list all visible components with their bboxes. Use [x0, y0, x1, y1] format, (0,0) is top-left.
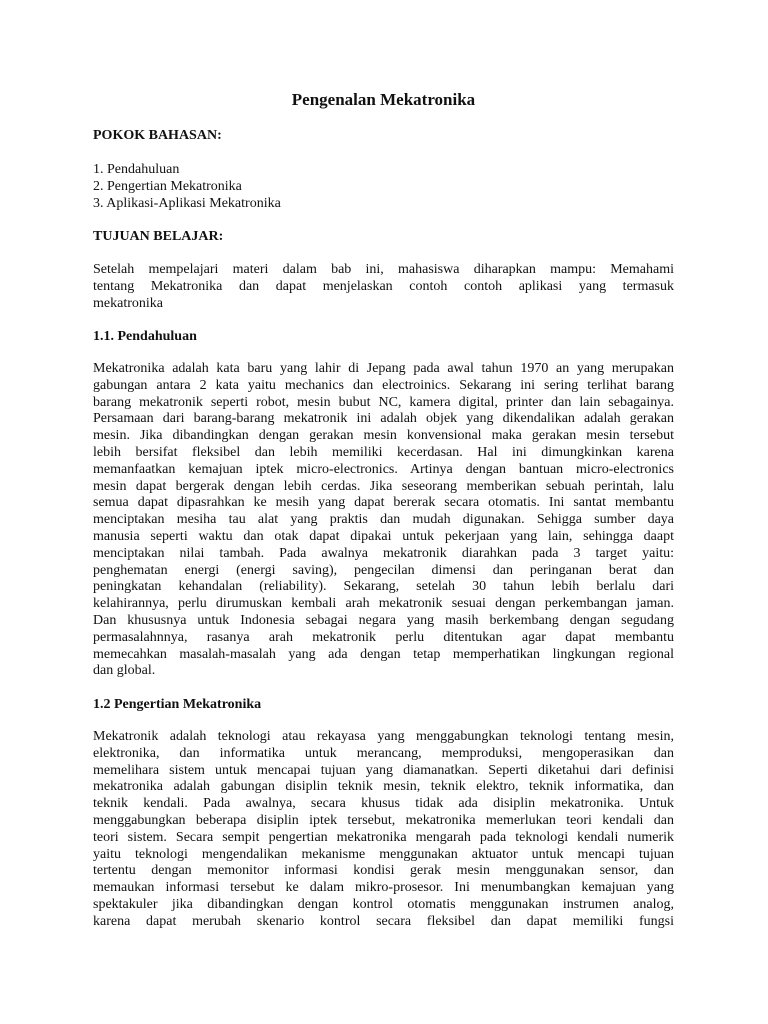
paragraph-line: menggabungkan beberapa disiplin iptek tersebut, mekatronika memerlukan teori kendali dan [93, 812, 674, 828]
paragraph-line: spektakuler jika dibandingkan dengan kontrol otomatis menggunakan instrumen analog, [93, 896, 674, 912]
paragraph-line: memaukan informasi tersebut ke dalam mikro-prosesor. Ini menumbangkan kemajuan yang [93, 880, 674, 896]
tujuan-belajar-heading: TUJUAN BELAJAR: [93, 229, 224, 244]
document-page [93, 0, 674, 1024]
document-title: Pengenalan Mekatronika [291, 90, 476, 109]
section-1-2-heading: 1.2 Pengertian Mekatronika [93, 697, 262, 712]
paragraph-line: memanfaatkan kemajuan iptek micro-electronics. Artinya dengan bantuan micro-electronics [93, 461, 674, 477]
paragraph-line: elektronika, dan informatika untuk merancang, memproduksi, mengoperasikan dan [93, 745, 674, 761]
topic-list [93, 161, 281, 212]
paragraph-line: Mekatronik adalah teknologi atau rekayasa yang menggabungkan teknologi tentang mesin, [93, 729, 674, 744]
paragraph-line: permasalahnnya, rasanya arah mekatronik perlu ditentukan agar dapat membantu [93, 629, 674, 645]
paragraph-line: dan global. [93, 663, 156, 679]
tujuan-belajar-paragraph [93, 262, 674, 312]
paragraph-line: peningkatan kehandalan (reliability). Sekarang, setelah 30 tahun lebih berlalu dari [93, 579, 674, 595]
paragraph-line: tentang Mekatronika dan dapat menjelaskan contoh contoh aplikasi yang termasuk [93, 278, 674, 294]
paragraph-line: karena dapat merubah skenario kontrol secara fleksibel dan dapat memiliki fungsi [93, 913, 674, 929]
paragraph-line: teknik kendali. Pada awalnya, secara khusus tidak ada disiplin mekatronika. Untuk [93, 796, 674, 812]
paragraph-line: tertentu dengan memonitor informasi kondisi gerak mesin menggunakan sensor, dan [93, 863, 674, 879]
paragraph-line: lebih bersifat fleksibel dan lebih memiliki kecerdasan. Hal ini dimungkinkan karena [93, 444, 674, 460]
paragraph-line: Mekatronika adalah kata baru yang lahir di Jepang pada awal tahun 1970 an yang merupakan [93, 361, 674, 376]
paragraph-line: memecahkan masalah-masalah yang ada dengan tetap memperhatikan lingkungan regional [93, 646, 674, 662]
paragraph-line: mesin dapat bergerak dengan lebih cerdas. Jika seseorang memberikan sebuah perintah, lalu [93, 478, 674, 494]
topic-item: 1. Pendahuluan [93, 162, 180, 177]
section-1-2-paragraph [93, 729, 674, 931]
paragraph-line: teori sistem. Secara sempit pengertian mekatronika mengarah pada teknologi kendali numerik [93, 829, 674, 845]
pokok-bahasan-heading: POKOK BAHASAN: [93, 128, 222, 143]
section-1-1-heading: 1.1. Pendahuluan [93, 329, 197, 344]
topic-item: 3. Aplikasi-Aplikasi Mekatronika [93, 196, 281, 211]
paragraph-line: Dan khususnya untuk Indonesia sebagai negara yang masih berkembang dengan segudang [93, 612, 674, 628]
section-1-1-paragraph [93, 361, 674, 680]
paragraph-line: memelihara sistem untuk mencapai tujuan yang diamanatkan. Seperti diketahui dari definisi [93, 762, 674, 778]
paragraph-line: Persamaan dari barang-barang mekatronik ini adalah objek yang dikendalikan adalah gerakan [93, 411, 674, 427]
paragraph-line: mekatronika [93, 295, 163, 311]
paragraph-line: penghematan energi (energi saving), pengecilan dimensi dan peringanan berat dan [93, 562, 674, 578]
paragraph-line: mesin. Jika dibandingkan dengan gerakan mesin konvensional maka gerakan mesin tersebut [93, 428, 674, 444]
paragraph-line: Setelah mempelajari materi dalam bab ini, mahasiswa diharapkan mampu: Memahami [93, 262, 674, 277]
paragraph-line: mekatronika adalah gabungan disiplin teknik mesin, teknik elektro, teknik informatika, dan [93, 779, 674, 795]
paragraph-line: menciptakan mesiha tau alat yang praktis dan mudah digunakan. Sehigga sumber daya [93, 512, 674, 528]
paragraph-line: kelahirannya, perlu dirumuskan kembali arah mekatronik sesuai dengan perkembangan jaman. [93, 596, 674, 612]
topic-item: 2. Pengertian Mekatronika [93, 179, 242, 194]
paragraph-line: manusia seperti waktu dan otak dapat dipakai untuk pekerjaan yang lain, sehingga daapt [93, 528, 674, 544]
paragraph-line: semua dapat dipasrahkan ke mesih yang dapat bererak secara otomatis. Ini santat membantu [93, 495, 674, 511]
paragraph-line: menciptakan nilai tambah. Pada awalnya mekatronik diarahkan pada 3 target yaitu: [93, 545, 674, 561]
paragraph-line: barang mekatronik seperti robot, mesin bubut NC, kamera digital, printer dan lain sebagainya. [93, 394, 674, 410]
paragraph-line: gabungan antara 2 kata yaitu mechanics dan electroinics. Sekarang ini sering terlihat barang [93, 377, 674, 393]
paragraph-line: yaitu teknologi mengendalikan mekanisme menggunakan aktuator untuk mencapi tujuan [93, 846, 674, 862]
